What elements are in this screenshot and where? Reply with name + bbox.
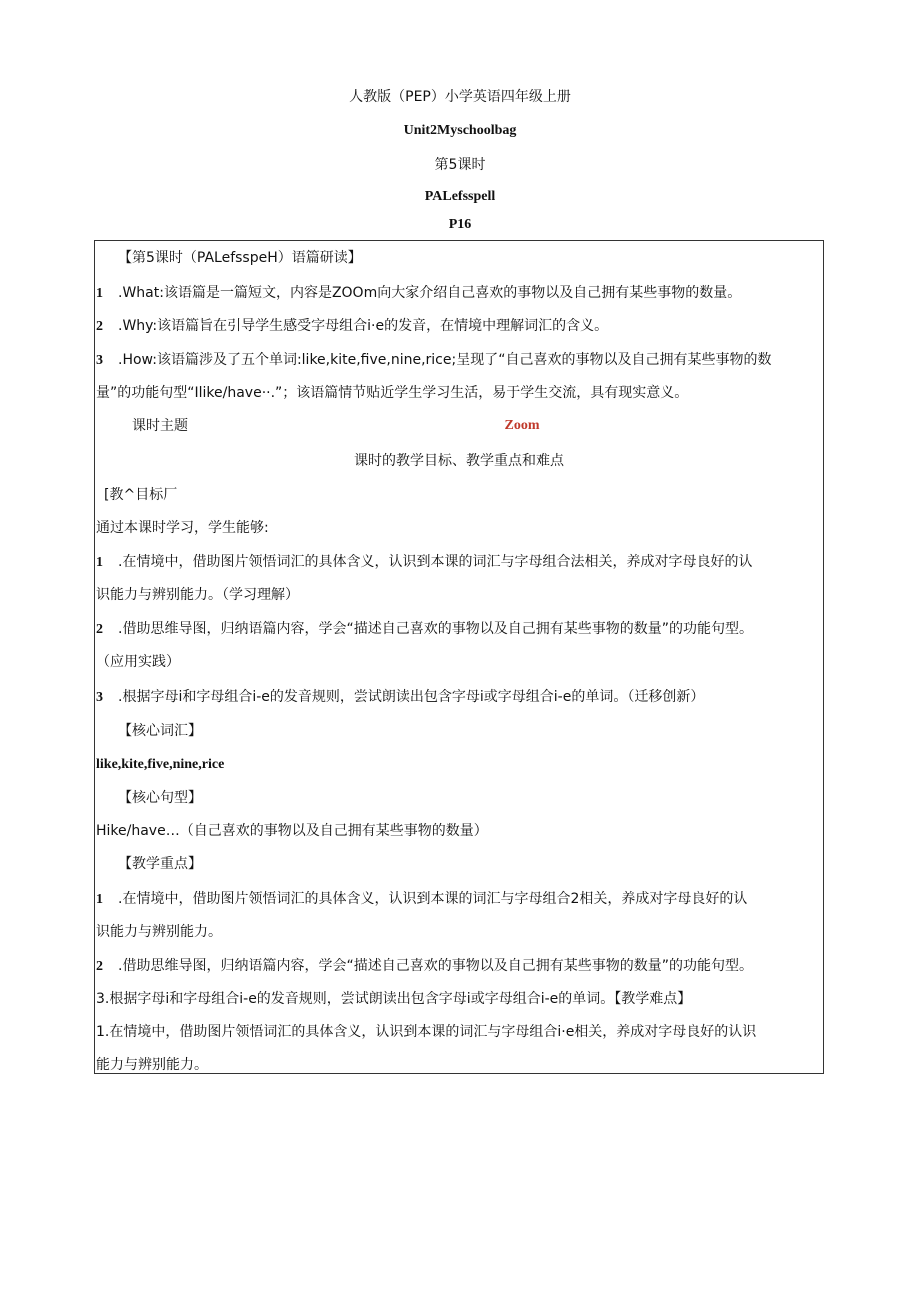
how-text-line1: .How:该语篇涉及了五个单词:like,kite,five,nine,rice;呈现了“自己喜欢的事物以及自己拥有某些事物的数	[118, 352, 772, 368]
vocab-label: 【核心词汇】	[118, 723, 202, 739]
key-point-2-text: .借助思维导图，归纳语篇内容，学会“描述自己喜欢的事物以及自己拥有某些事物的数量”的功能句型。	[118, 958, 753, 974]
objective-3-text: .根据字母i和字母组合i-e的发音规则，尝试朗读出包含字母i或字母组合i-e的单词。（迁移创新）	[118, 689, 705, 705]
objective-1	[96, 553, 824, 572]
objective-2	[96, 620, 824, 639]
key-points-label: 【教学重点】	[118, 856, 202, 872]
document-title: 人教版（PEP）小学英语四年级上册	[349, 89, 571, 105]
how-text-line2: 量”的功能句型“Ilike/have··.”；该语篇情节贴近学生学习生活，易于学生交流，具有现实意义。	[96, 385, 689, 401]
why-item	[96, 317, 824, 336]
what-text: .What:该语篇是一篇短文，内容是ZOOm向大家介绍自己喜欢的事物以及自己拥有某些事物的数量。	[118, 285, 742, 301]
lesson-number: 第5课时	[434, 157, 486, 173]
difficulty-1-line2: 能力与辨别能力。	[96, 1057, 208, 1073]
key-point-3: 3.根据字母i和字母组合i-e的发音规则，尝试朗读出包含字母i或字母组合i-e的单词。【教学难点】	[96, 991, 692, 1007]
section-title: 【第5课时（PALefsspeH）语篇研读】	[118, 250, 362, 266]
objective-2-line2: （应用实践）	[96, 654, 180, 670]
item-number: 2	[96, 319, 103, 334]
topic-label: 课时主题	[132, 418, 188, 434]
unit-title: Unit2Myschoolbag	[403, 123, 517, 138]
item-number: 1	[96, 286, 103, 301]
what-item	[96, 284, 824, 303]
objective-2-line1: .借助思维导图，归纳语篇内容，学会“描述自己喜欢的事物以及自己拥有某些事物的数量”的功能句型。	[118, 621, 753, 637]
lesson-part: PALefsspell	[424, 189, 496, 204]
vocab-list: like,kite,five,nine,rice	[96, 757, 225, 772]
objectives-intro: 通过本课时学习，学生能够:	[96, 520, 269, 536]
item-number: 2	[96, 622, 103, 637]
objectives-label: [教^目标厂	[104, 487, 178, 503]
item-number: 3	[96, 353, 103, 368]
key-point-2	[96, 957, 824, 976]
pattern-text: Hike/have…（自己喜欢的事物以及自己拥有某些事物的数量）	[96, 823, 488, 839]
page-reference: P16	[448, 217, 472, 232]
pattern-label: 【核心句型】	[118, 790, 202, 806]
item-number: 2	[96, 959, 103, 974]
item-number: 3	[96, 690, 103, 705]
topic-value: Zoom	[504, 418, 540, 433]
objectives-heading: 课时的教学目标、教学重点和难点	[354, 453, 564, 469]
key-point-1	[96, 890, 824, 909]
objective-1-line2: 识能力与辨别能力。（学习理解）	[96, 587, 299, 603]
objective-1-line1: .在情境中，借助图片领悟词汇的具体含义，认识到本课的词汇与字母组合法相关，养成对字母良好的认	[118, 554, 753, 570]
how-item	[96, 351, 824, 370]
item-number: 1	[96, 892, 103, 907]
why-text: .Why:该语篇旨在引导学生感受字母组合i·e的发音，在情境中理解词汇的含义。	[118, 318, 609, 334]
objective-3	[96, 688, 824, 707]
item-number: 1	[96, 555, 103, 570]
key-point-1-line2: 识能力与辨别能力。	[96, 924, 222, 940]
key-point-1-line1: .在情境中，借助图片领悟词汇的具体含义，认识到本课的词汇与字母组合2相关，养成对字母良好的认	[118, 891, 748, 907]
difficulty-1-line1: 1.在情境中，借助图片领悟词汇的具体含义，认识到本课的词汇与字母组合i·e相关，养成对字母良好的认识	[96, 1024, 757, 1040]
